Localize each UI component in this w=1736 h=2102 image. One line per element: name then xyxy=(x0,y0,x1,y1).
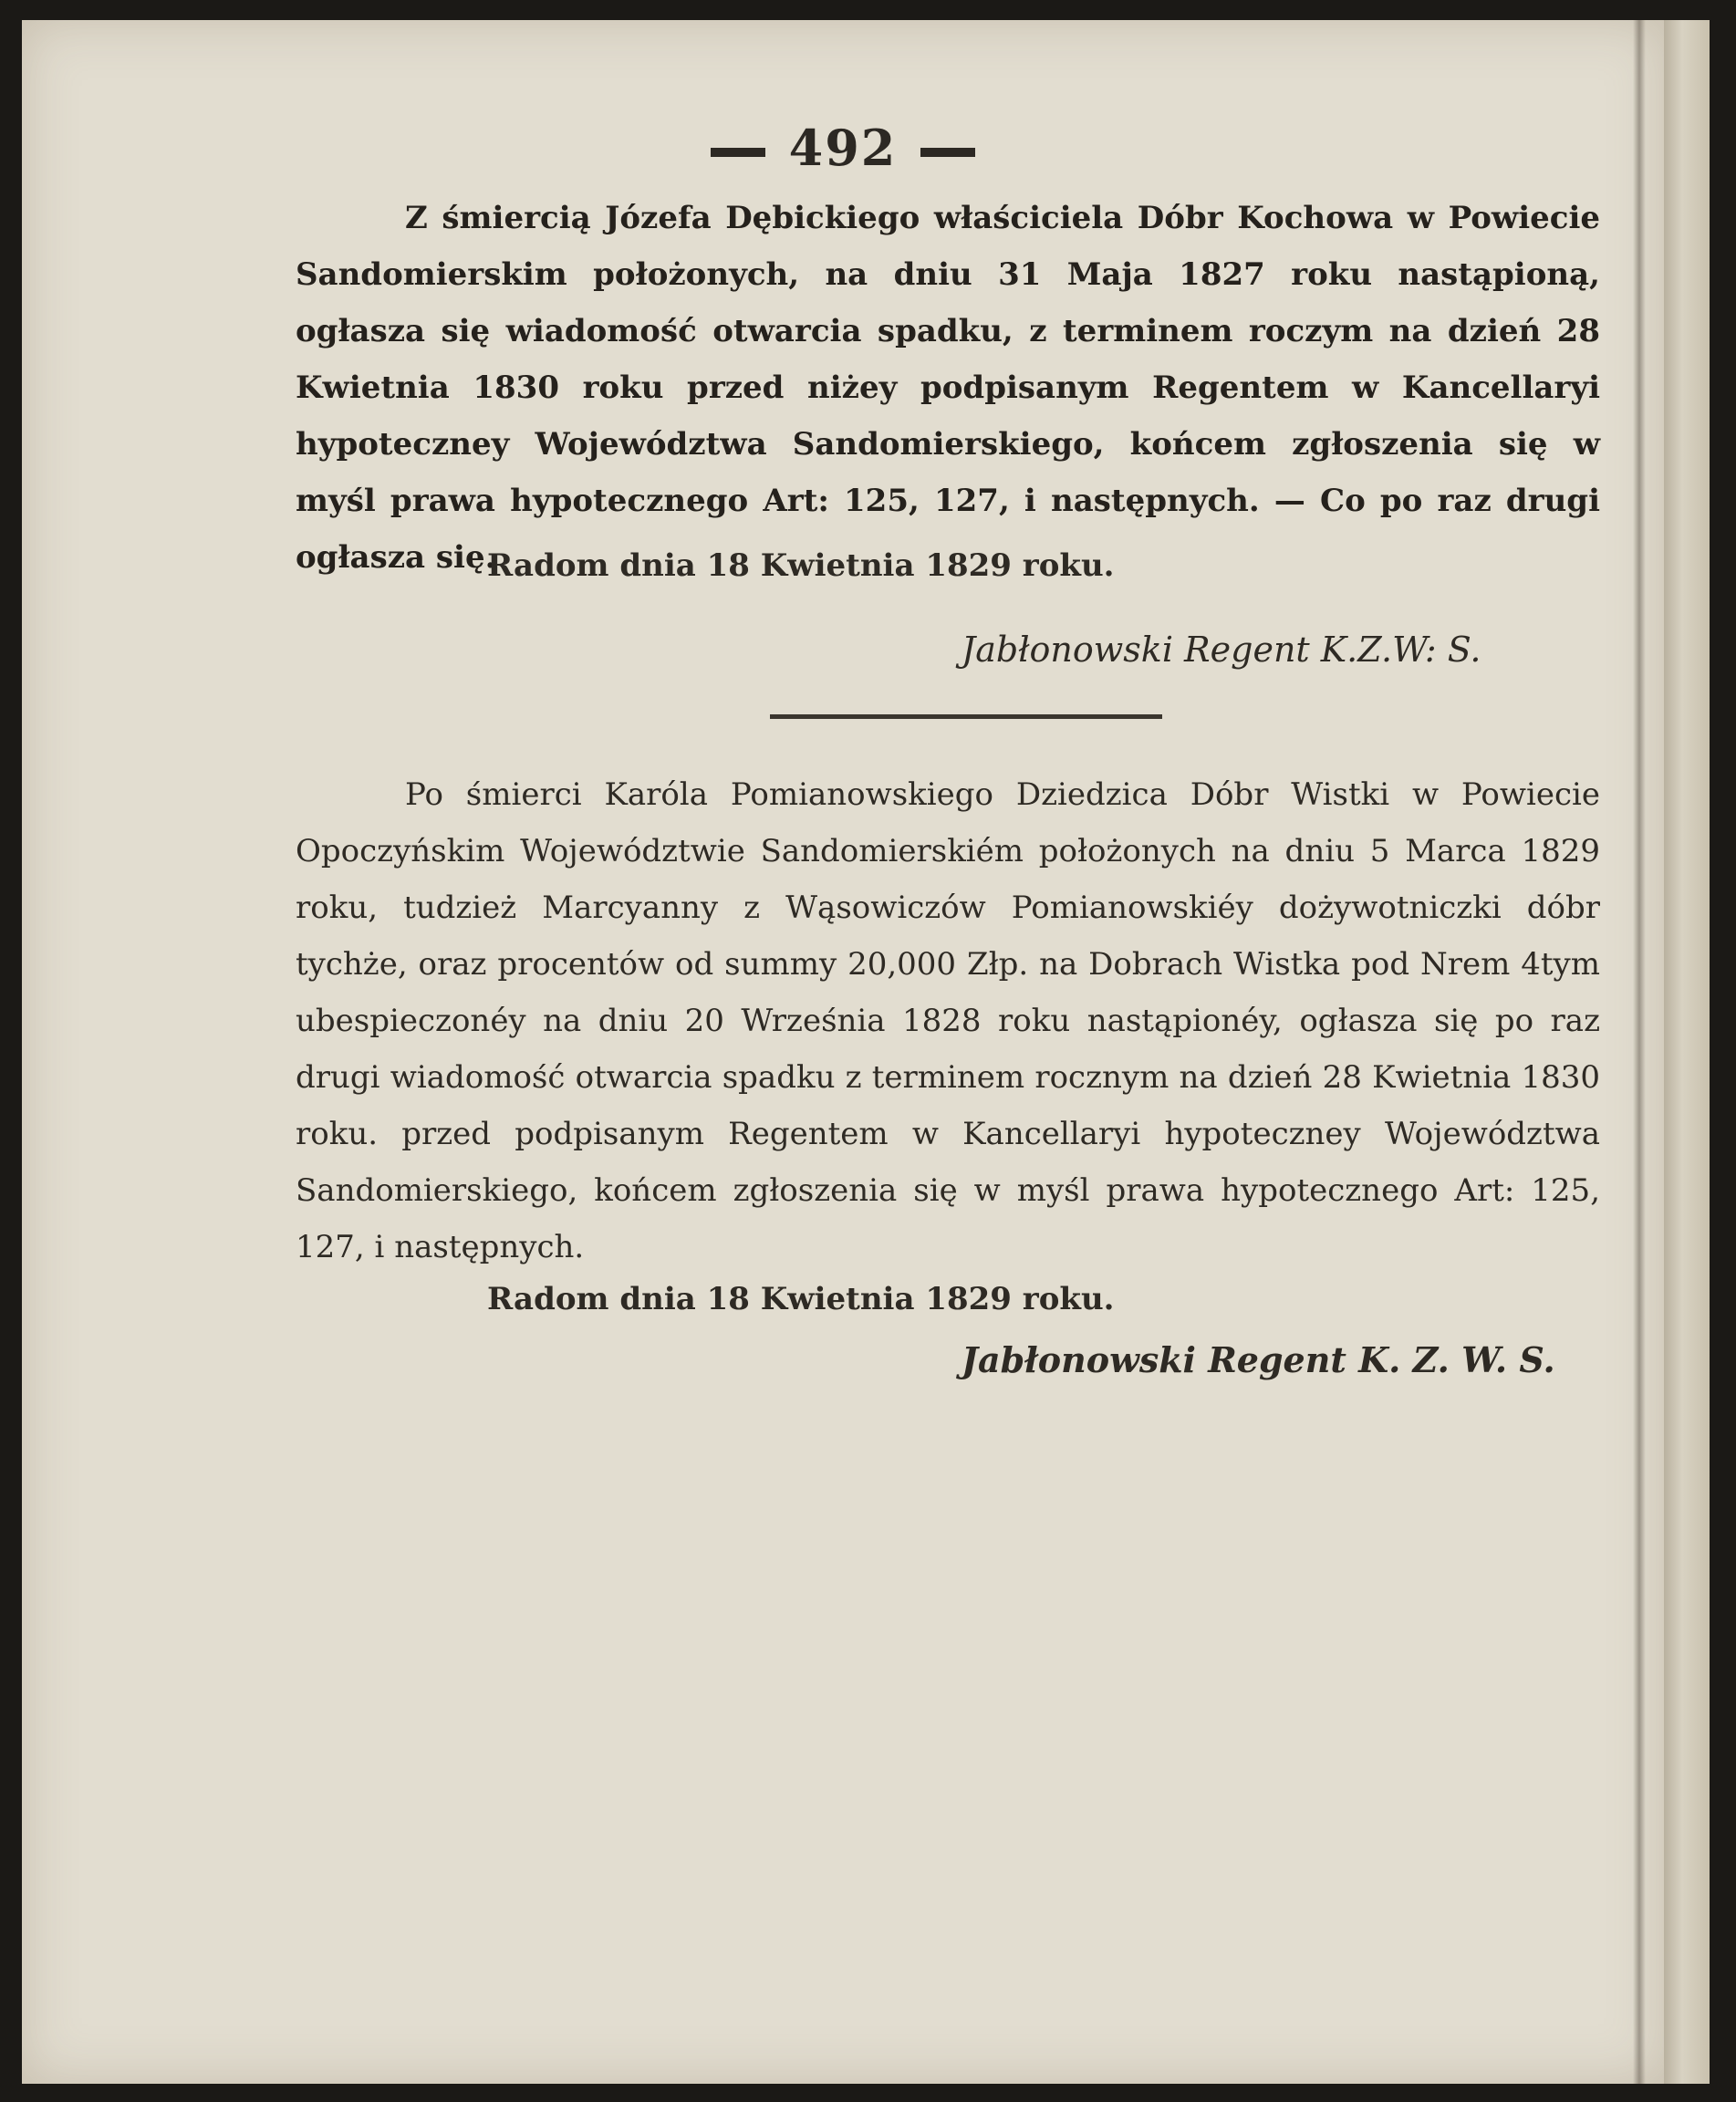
page-edge xyxy=(1664,20,1710,2084)
notice-1-place-date: Radom dnia 18 Kwietnia 1829 roku. xyxy=(487,547,1115,584)
page-binding-shadow xyxy=(1633,20,1646,2084)
section-divider xyxy=(770,714,1162,719)
header-dash-left xyxy=(711,148,765,157)
page-number: 492 xyxy=(788,119,898,177)
notice-2 xyxy=(296,766,1600,1275)
document-page xyxy=(22,20,1664,2084)
notice-2-place-date: Radom dnia 18 Kwietnia 1829 roku. xyxy=(487,1281,1115,1317)
notice-2-body: Po śmierci Karóla Pomianowskiego Dziedzica Dóbr Wistki w Powiecie Opoczyńskim Województwie Sandomierskiém położonych na dniu 5 Marca 1829 roku, tudzież Marcyanny z Wąsowiczów Pomianowskiéy dożywotniczki dóbr tychże, oraz procentów od summy 20,000 Złp. na Dobrach Wistka pod Nrem 4tym ubespieczonéy na dniu 20 Września 1828 roku nastąpionéy, ogłasza się po raz drugi wiadomość otwarcia spadku z terminem rocznym na dzień 28 Kwietnia 1830 roku. przed podpisanym Regentem w Kancellaryi hypoteczney Województwa Sandomierskiego, końcem zgłoszenia się w myśl prawa hypotecznego Art: 125, 127, i następnych. xyxy=(296,776,1600,1265)
notice-2-signature: Jabłonowski Regent K. Z. W. S. xyxy=(962,1339,1555,1380)
page-header xyxy=(22,119,1664,177)
notice-1-body: Z śmiercią Józefa Dębickiego właściciela Dóbr Kochowa w Powiecie Sandomierskim położonych, na dniu 31 Maja 1827 roku nastąpioną, ogłasza się wiadomość otwarcia spadku, z terminem roczym na dzień 28 Kwietnia 1830 roku przed niżey podpisanym Regentem w Kancellaryi hypoteczney Województwa Sandomierskiego, końcem zgłoszenia się w myśl prawa hypotecznego Art: 125, 127, i następnych. — Co po raz drugi ogłasza się. xyxy=(296,200,1600,576)
header-dash-right xyxy=(920,148,975,157)
notice-1 xyxy=(296,190,1600,586)
notice-1-signature: Jabłonowski Regent K.Z.W: S. xyxy=(962,630,1481,670)
